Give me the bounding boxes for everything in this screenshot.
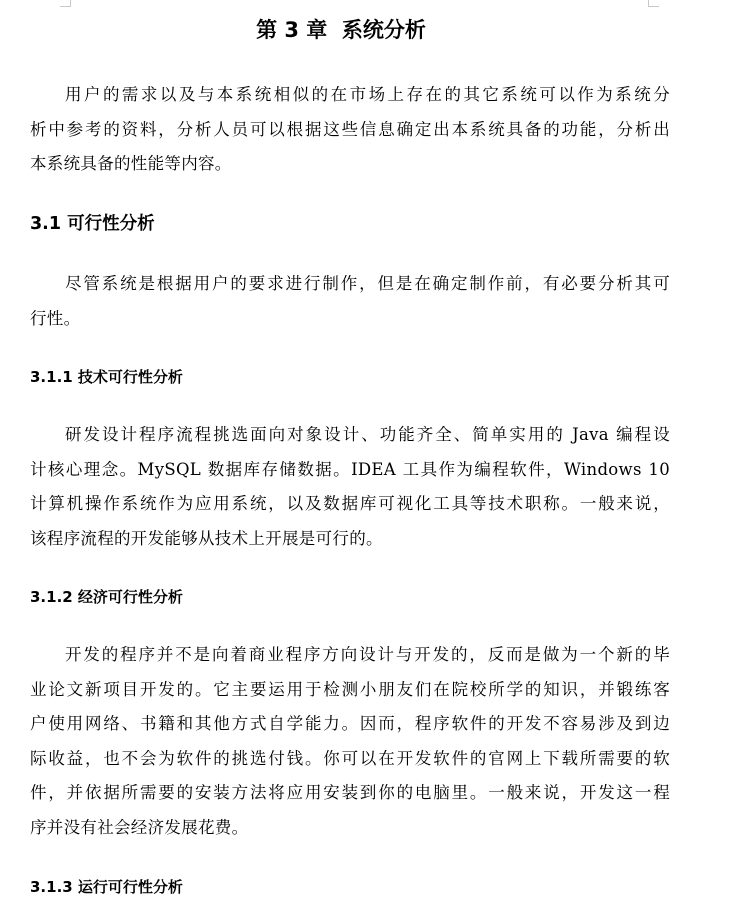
paragraph-line: 尽管系统是根据用户的要求进行制作，但是在确定制作前，有必要分析其可 — [65, 274, 670, 293]
intro-paragraph — [30, 78, 670, 182]
paragraph-line: 业论文新项目开发的。它主要运用于检测小朋友们在院校所学的知识，并锻练客 — [30, 679, 670, 699]
section-3-1-1-paragraph — [30, 418, 670, 556]
paragraph-line: 计核心理念。MySQL 数据库存储数据。IDEA 工具作为编程软件，Windows 10 — [30, 459, 670, 479]
chapter-title: 第 3 章 系统分析 — [256, 18, 426, 42]
paragraph-line: 件，并依据所需要的安装方法将应用安装到你的电脑里。一般来说，开发这一程 — [30, 783, 670, 802]
paragraph-line: 析中参考的资料，分析人员可以根据这些信息确定出本系统具备的功能，分析出 — [30, 119, 670, 139]
paragraph-line: 用户的需求以及与本系统相似的在市场上存在的其它系统可以作为系统分 — [65, 85, 670, 104]
paragraph-line: 计算机操作系统作为应用系统，以及数据库可视化工具等技术职称。一般来说， — [30, 494, 670, 513]
paragraph-line: 该程序流程的开发能够从技术上开展是可行的。 — [30, 528, 383, 548]
page-corner-mark-left — [60, 0, 71, 7]
section-3-1-paragraph — [30, 267, 670, 336]
section-heading-3-1: 3.1 可行性分析 — [30, 214, 155, 234]
paragraph-line: 开发的程序并不是向着商业程序方向设计与开发的，反而是做为一个新的毕 — [65, 645, 670, 664]
paragraph-line: 际收益，也不会为软件的挑选付钱。你可以在开发软件的官网上下载所需要的软 — [30, 748, 670, 768]
paragraph-line: 研发设计程序流程挑选面向对象设计、功能齐全、简单实用的 Java 编程设 — [65, 425, 670, 444]
paragraph-line: 本系统具备的性能等内容。 — [30, 154, 232, 173]
section-heading-3-1-2: 3.1.2 经济可行性分析 — [30, 588, 183, 606]
paragraph-line: 行性。 — [30, 308, 81, 328]
paragraph-line: 序并没有社会经济发展花费。 — [30, 817, 249, 837]
page-corner-mark-right — [648, 0, 659, 7]
section-heading-3-1-1: 3.1.1 技术可行性分析 — [30, 368, 183, 386]
section-heading-3-1-3: 3.1.3 运行可行性分析 — [30, 878, 183, 896]
section-3-1-2-paragraph — [30, 638, 670, 845]
paragraph-line: 户使用网络、书籍和其他方式自学能力。因而，程序软件的开发不容易涉及到边 — [30, 714, 670, 733]
